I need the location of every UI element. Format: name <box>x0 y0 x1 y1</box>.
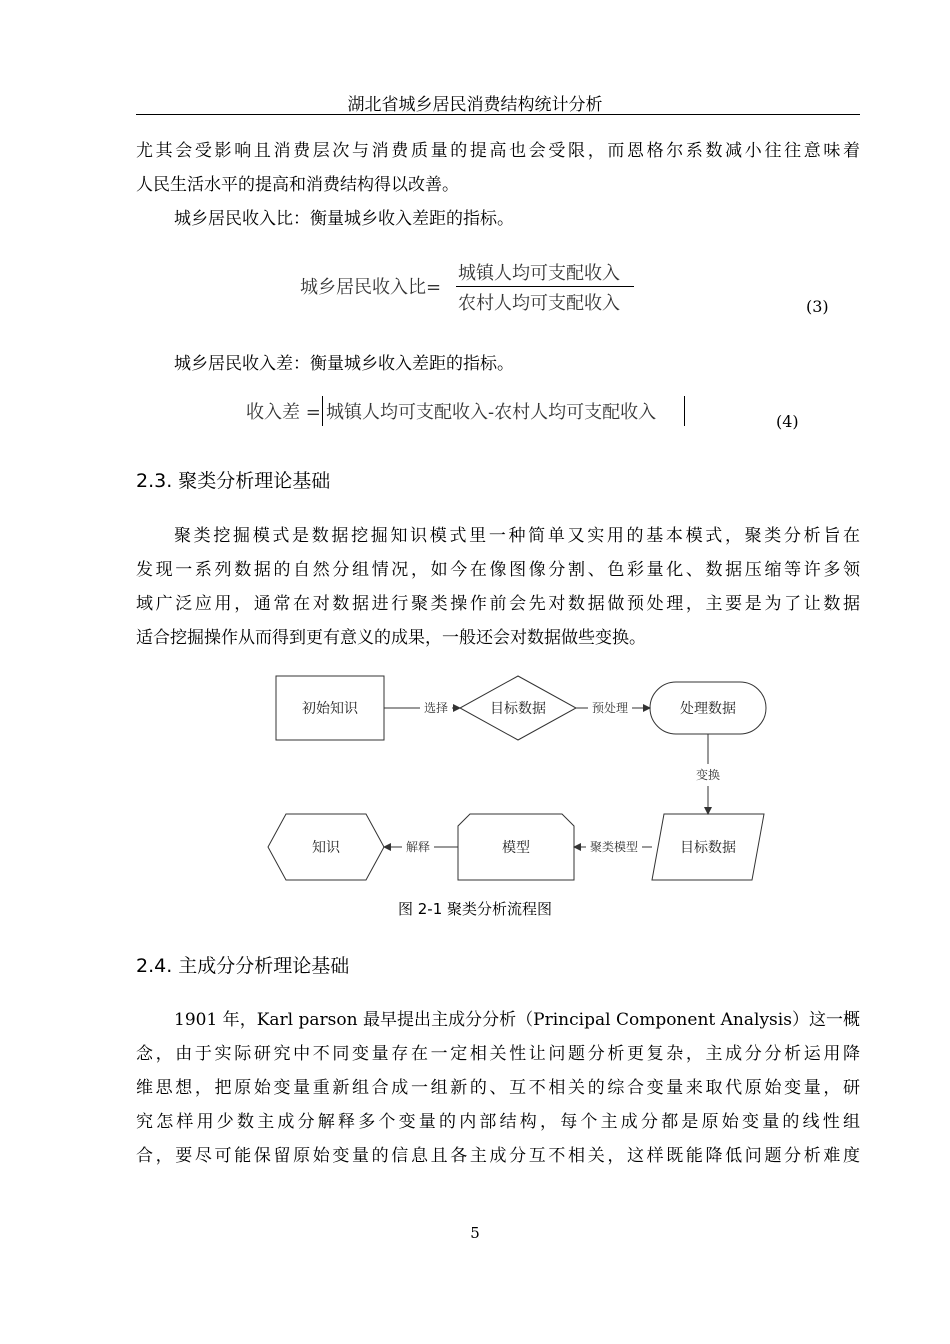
equation-3-numerator: 城镇人均可支配收入 <box>458 263 620 284</box>
edge-label-preprocess: 预处理 <box>591 701 629 715</box>
section-2-3-line-1: 聚类挖掘模式是数据挖掘知识模式里一种简单又实用的基本模式，聚类分析旨在 <box>174 526 860 546</box>
equation-3-number: (3) <box>806 297 829 316</box>
section-2-3-line-4: 适合挖掘操作从而得到更有意义的成果，一般还会对数据做些变换。 <box>136 628 646 648</box>
figure-caption: 图 2-1 聚类分析流程图 <box>397 900 553 918</box>
section-2-3-heading: 2.3. 聚类分析理论基础 <box>136 470 331 492</box>
diff-definition: 城乡居民收入差：衡量城乡收入差距的指标。 <box>174 354 514 374</box>
section-2-4-line-3: 维思想，把原始变量重新组合成一组新的、互不相关的综合变量来取代原始变量，研 <box>136 1078 860 1098</box>
section-2-4-line-2: 念，由于实际研究中不同变量存在一定相关性让问题分析更复杂，主成分分析运用降 <box>136 1044 860 1064</box>
node-initial-knowledge: 初始知识 <box>302 701 358 717</box>
intro-line-1: 尤其会受影响且消费层次与消费质量的提高也会受限，而恩格尔系数减小往往意味着 <box>136 141 860 161</box>
equation-3-denominator: 农村人均可支配收入 <box>458 293 620 314</box>
node-target-data-2: 目标数据 <box>680 840 736 856</box>
node-knowledge: 知识 <box>312 840 340 856</box>
section-2-4-line-4: 究怎样用少数主成分解释多个变量的内部结构，每个主成分都是原始变量的线性组 <box>136 1112 860 1132</box>
intro-line-2: 人民生活水平的提高和消费结构得以改善。 <box>136 175 459 195</box>
edge-label-cluster-model: 聚类模型 <box>589 840 639 854</box>
node-target-data-1: 目标数据 <box>490 701 546 717</box>
node-model: 模型 <box>502 840 530 856</box>
section-2-4-line-1: 1901 年，Karl parson 最早提出主成分分析（Principal Component Analysis）这一概 <box>174 1010 860 1030</box>
ratio-definition: 城乡居民收入比：衡量城乡收入差距的指标。 <box>174 209 514 229</box>
equation-4-rhs: 城镇人均可支配收入-农村人均可支配收入 <box>326 402 657 423</box>
page-number: 5 <box>470 1224 480 1242</box>
edge-label-transform: 变换 <box>695 768 721 782</box>
section-2-4-line-5: 合，要尽可能保留原始变量的信息且各主成分互不相关，这样既能降低问题分析难度 <box>136 1146 860 1166</box>
edge-label-select: 选择 <box>423 701 449 715</box>
section-2-3-line-3: 域广泛应用，通常在对数据进行聚类操作前会先对数据做预处理，主要是为了让数据 <box>136 594 860 614</box>
edge-label-interpret: 解释 <box>405 840 431 854</box>
section-2-4-heading: 2.4. 主成分分析理论基础 <box>136 955 350 977</box>
equation-3-lhs: 城乡居民收入比= <box>300 277 442 298</box>
running-header: 湖北省城乡居民消费结构统计分析 <box>347 95 603 115</box>
section-2-3-line-2: 发现一系列数据的自然分组情况，如今在像图像分割、色彩量化、数据压缩等许多领 <box>136 560 860 580</box>
node-processed-data: 处理数据 <box>680 701 736 717</box>
equation-4-lhs: 收入差 = <box>246 402 321 423</box>
equation-4-number: (4) <box>776 412 799 431</box>
